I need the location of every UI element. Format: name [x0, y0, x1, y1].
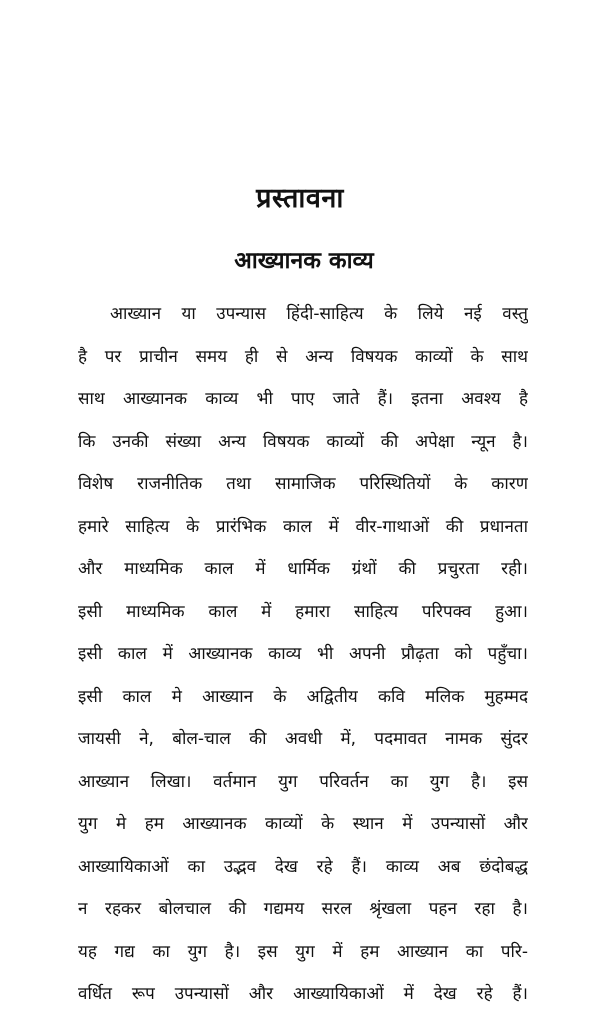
- text-line: इसी माध्यमिक काल में हमारा साहित्य परिपक्व हुआ।: [78, 601, 528, 622]
- text-line: इसी काल मे आख्यान के अद्वितीय कवि मलिक मुहम्मद: [78, 686, 528, 707]
- text-line: आख्यान लिखा। वर्तमान युग परिवर्तन का युग है। इस: [78, 771, 528, 792]
- text-line: आख्यायिकाओं का उद्भव देख रहे हैं। काव्य अब छंदोबद्ध: [78, 856, 528, 877]
- text-line: जायसी ने, बोल-चाल की अवधी में, पदमावत नामक सुंदर: [78, 729, 528, 749]
- text-line: और माध्यमिक काल में धार्मिक ग्रंथों की प्रचुरता रही।: [78, 559, 528, 579]
- text-line: इसी काल में आख्यानक काव्य भी अपनी प्रौढ़ता को पहुँचा।: [78, 644, 528, 664]
- page-title: प्रस्तावना: [256, 183, 344, 214]
- text-line: कि उनकी संख्या अन्य विषयक काव्यों की अपेक्षा न्यून है।: [78, 431, 528, 452]
- text-line: यह गद्य का युग है। इस युग में हम आख्यान का परि-: [78, 941, 528, 962]
- section-subtitle: आख्यानक काव्य: [234, 248, 374, 274]
- text-line: आख्यान या उपन्यास हिंदी-साहित्य के लिये नई वस्तु: [110, 304, 528, 324]
- paragraph: [78, 293, 528, 1016]
- text-line: है पर प्राचीन समय ही से अन्य विषयक काव्यों के साथ: [78, 346, 528, 367]
- text-line: हमारे साहित्य के प्रारंभिक काल में वीर-गाथाओं की प्रधानता: [78, 516, 528, 537]
- text-line: युग मे हम आख्यानक काव्यों के स्थान में उपन्यासों और: [78, 814, 528, 834]
- text-line: साथ आख्यानक काव्य भी पाए जाते हैं। इतना अवश्य है: [78, 389, 528, 409]
- text-line: विशेष राजनीतिक तथा सामाजिक परिस्थितियों के कारण: [78, 474, 528, 494]
- text-line: वर्धित रूप उपन्यासों और आख्यायिकाओं में देख रहे हैं।: [78, 984, 528, 1004]
- text-line: न रहकर बोलचाल की गद्यमय सरल श्रृंखला पहन रहा है।: [78, 899, 528, 919]
